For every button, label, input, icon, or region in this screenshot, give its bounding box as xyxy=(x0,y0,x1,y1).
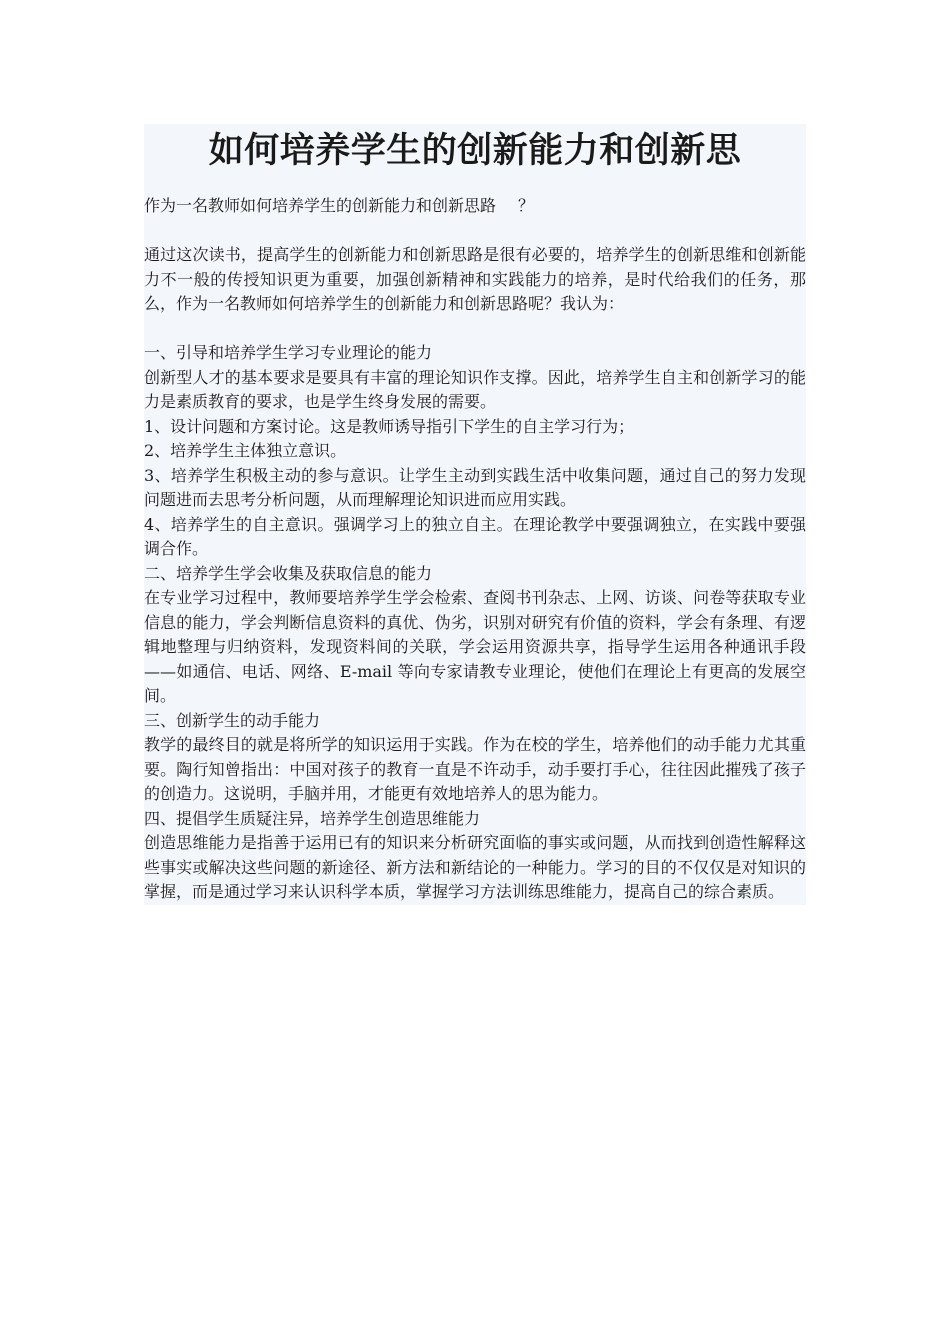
list-item: 2、培养学生主体独立意识。 xyxy=(144,441,347,460)
page-title: 如何培养学生的创新能力和创新思 xyxy=(208,130,742,171)
section-body: 在专业学习过程中，教师要培养学生学会检索、查阅书刊杂志、上网、访谈、问卷等获取专业信息的能力，学会判断信息资料的真优、伪劣，识别对研究有价值的资料，学会有条理、有逻辑地整理与归纳资料，发现资料间的关联，学会运用资源共享，指导学生运用各种通讯手段——如通信、电话、网络、E-mail 等向专家请教专业理论，使他们在理论上有更高的发展空间。 xyxy=(144,588,806,705)
section-body: 创造思维能力是指善于运用已有的知识来分析研究面临的事实或问题，从而找到创造性解释这些事实或解决这些问题的新途径、新方法和新结论的一种能力。学习的目的不仅仅是对知识的掌握，而是通过学习来认识科学本质，掌握学习方法训练思维能力，提高自己的综合素质。 xyxy=(144,833,806,901)
intro-paragraph: 通过这次读书，提高学生的创新能力和创新思路是很有必要的，培养学生的创新思维和创新能力不一般的传授知识更为重要，加强创新精神和实践能力的培养，是时代给我们的任务，那么，作为一名教师如何培养学生的创新能力和创新思路呢？我认为： xyxy=(144,245,806,313)
list-item: 4、培养学生的自主意识。强调学习上的独立自主。在理论教学中要强调独立，在实践中要强调合作。 xyxy=(144,514,806,558)
question-text: 作为一名教师如何培养学生的创新能力和创新思路 xyxy=(144,196,497,215)
blank-line xyxy=(144,317,806,342)
section-body: 教学的最终目的就是将所学的知识运用于实践。作为在校的学生，培养他们的动手能力尤其重要。陶行知曾指出：中国对孩子的教育一直是不许动手，动手要打手心，往往因此摧残了孩子的创造力。这说明，手脑并用，才能更有效地培养人的思为能力。 xyxy=(144,735,806,803)
question-mark: ？ xyxy=(518,196,535,215)
section-heading: 二、培养学生学会收集及获取信息的能力 xyxy=(144,563,433,583)
article-body xyxy=(144,124,806,905)
section-heading: 一、引导和培养学生学习专业理论的能力 xyxy=(144,343,433,362)
list-item: 3、培养学生积极主动的参与意识。让学生主动到实践生活中收集问题，通过自己的努力发现问题进而去思考分析问题，从而理解理论知识进而应用实践。 xyxy=(144,465,806,509)
section-heading: 三、创新学生的动手能力 xyxy=(144,710,321,730)
list-item: 1、设计问题和方案讨论。这是教师诱导指引下学生的自主学习行为； xyxy=(144,416,635,436)
section-heading: 四、提倡学生质疑注异，培养学生创造思维能力 xyxy=(144,808,481,828)
question-line xyxy=(144,194,806,219)
section-body: 创新型人才的基本要求是要具有丰富的理论知识作支撑。因此，培养学生自主和创新学习的能力是素质教育的要求，也是学生终身发展的需要。 xyxy=(144,367,806,411)
blank-line xyxy=(144,219,806,244)
